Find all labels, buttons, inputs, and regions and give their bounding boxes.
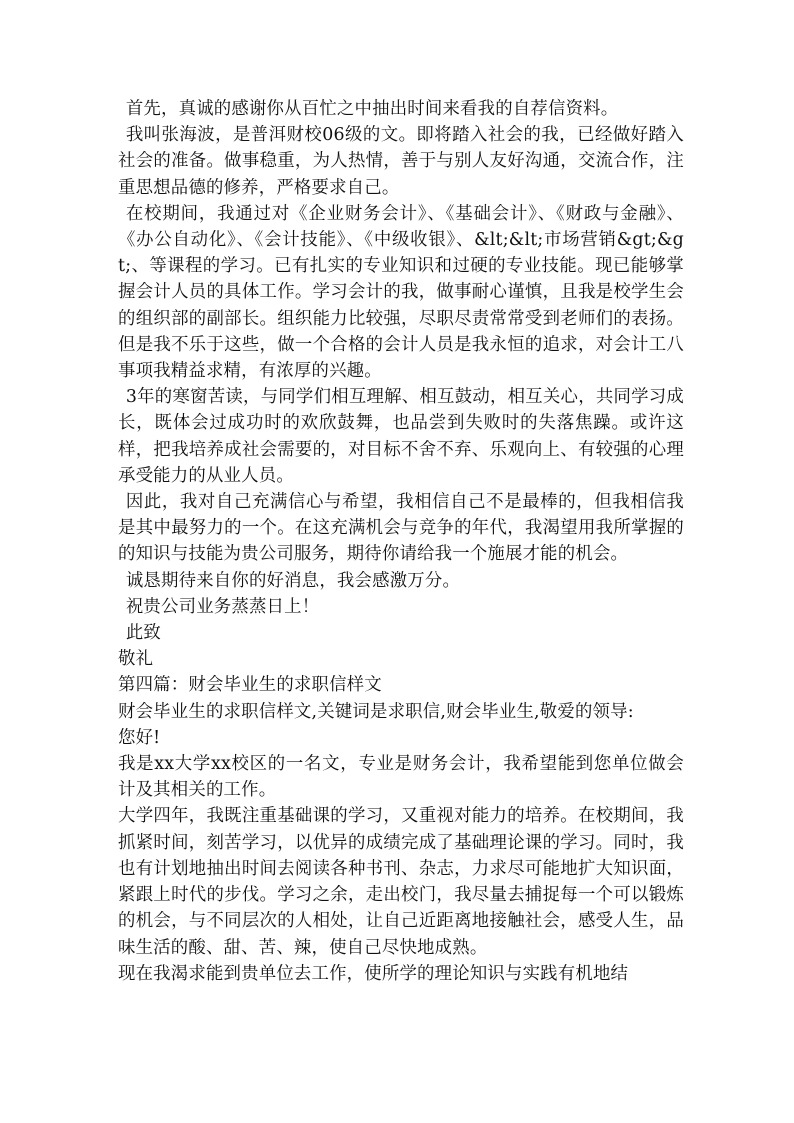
- paragraph-current-wish: 现在我渴求能到贵单位去工作，使所学的理论知识与实践有机地结: [118, 963, 629, 984]
- paragraph-expectation: 诚恳期待来自你的好消息，我会感激万分。: [125, 570, 461, 591]
- paragraph-greeting-thanks: 首先，真诚的感谢你从百忙之中抽出时间来看我的自荐信资料。: [125, 99, 619, 119]
- closing-cizhi: 此致: [125, 623, 162, 644]
- salutation-hello: 您好!: [118, 727, 161, 748]
- paragraph-three-years: 3年的寒窗苦读，与同学们相互理解、相互鼓动，相互关心，共同学习成长，既体会过成功时的欢欣鼓舞，也品尝到失败时的失落焦躁。或许这样，把我培养成社会需要的，对目标不舍不弃、乐观向上、有较强的心理承受能力的从业人员。: [118, 387, 684, 486]
- paragraph-blessing: 祝贵公司业务蒸蒸日上！: [125, 596, 320, 617]
- sample-intro-line: 财会毕业生的求职信样文,关键词是求职信,财会毕业生,敬爱的领导:: [118, 701, 634, 722]
- paragraph-school-period: 在校期间，我通过对《企业财务会计》、《基础会计》、《财政与金融》、《办公自动化》、《会计技能》、《中级收银》、&lt;&lt;市场营销&gt;&gt;、等课程的学习。已有扎实的专业知识和过硬的专业技能。现已能够掌握会计人员的具体工作。学习会计的我，做事耐心谨慎，且我是校学生会的组织部的副部长。组织能力比较强，尽职尽责常常受到老师们的表扬。但是我不乐于这些，做一个合格的会计人员是我永恒的追求，对会计工八事项我精益求精，有浓厚的兴趣。: [118, 203, 684, 382]
- paragraph-university-years: 大学四年，我既注重基础课的学习，又重视对能力的培养。在校期间，我抓紧时间，刻苦学习，以优异的成绩完成了基础理论课的学习。同时，我也有计划地抽出时间去阅读各种书刊、杂志，力求尽可能地扩大知识面，紧跟上时代的步伐。学习之余，走出校门，我尽量去捕捉每一个可以锻炼的机会，与不同层次的人相处，让自己近距离地接触社会，感受人生，品味生活的酸、甜、苦、辣，使自己尽快地成熟。: [118, 806, 684, 958]
- section-heading: 第四篇：财会毕业生的求职信样文: [118, 675, 382, 696]
- letter-body: [118, 96, 684, 987]
- paragraph-self-introduction: 我叫张海波，是普洱财校06级的文。即将踏入社会的我，已经做好踏入社会的准备。做事稳重，为人热情，善于与别人友好沟通，交流合作，注重思想品德的修养，严格要求自己。: [118, 125, 684, 198]
- paragraph-identity: 我是xx大学xx校区的一名文，专业是财务会计，我希望能到您单位做会计及其相关的工作。: [118, 754, 684, 801]
- closing-jingli: 敬礼: [118, 649, 154, 670]
- paragraph-confidence: 因此，我对自己充满信心与希望，我相信自己不是最棒的，但我相信我是其中最努力的一个。在这充满机会与竞争的年代，我渴望用我所掌握的的知识与技能为贵公司服务，期待你请给我一个施展才能的机会。: [118, 492, 684, 565]
